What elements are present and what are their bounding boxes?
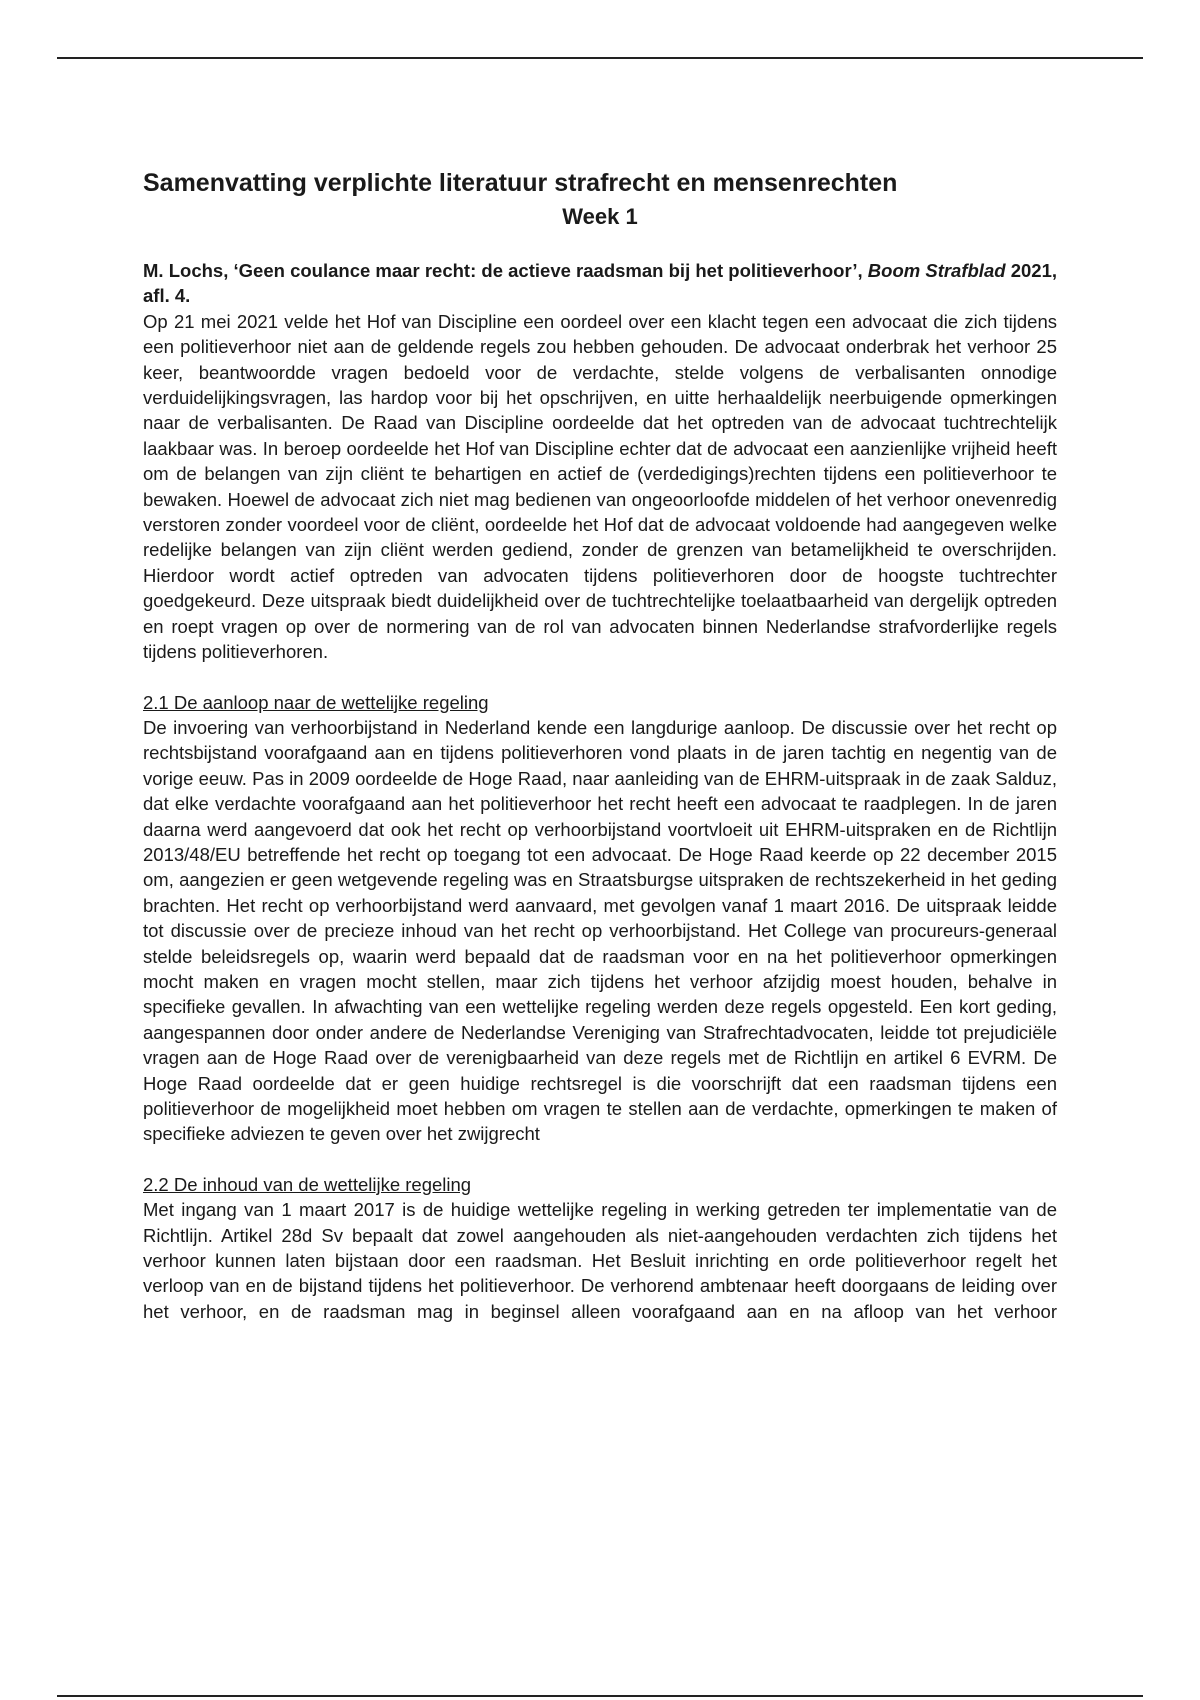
section-text-2-1: De invoering van verhoorbijstand in Nederland kende een langdurige aanloop. De discussie over het recht op rechtsbijstand voorafgaand aan en tijdens politieverhoren vond plaats in de jaren tachtig en negentig van de vorige eeuw. Pas in 2009 oordeelde de Hoge Raad, naar aanleiding van de EHRM-uitspraak in de zaak Salduz, dat elke verdachte voorafgaand aan het politieverhoor het recht heeft een advocaat te raadplegen. In de jaren daarna werd aangevoerd dat ook het recht op verhoorbijstand voortvloeit uit EHRM-uitspraken en de Richtlijn 2013/48/EU betreffende het recht op toegang tot een advocaat. De Hoge Raad keerde op 22 december 2015 om, aangezien er geen wetgevende regeling was en Straatsburgse uitspraken de rechtszekerheid in het geding brachten. Het recht op verhoorbijstand werd aanvaard, met gevolgen vanaf 1 maart 2016. De uitspraak leidde tot discussie over de precieze inhoud van het recht op verhoorbijstand. Het College van procureurs-generaal stelde beleidsregels op, waarin werd bepaald dat de raadsman voor en na het politieverhoor opmerkingen mocht maken en vragen mocht stellen, maar zich tijdens het verhoor afzijdig moest houden, behalve in specifieke gevallen. In afwachting van een wettelijke regeling werden deze regels opgesteld. Een kort geding, aangespannen door onder andere de Nederlandse Vereniging van Strafrechtadvocaten, leidde tot prejudiciële vragen aan de Hoge Raad over de verenigbaarheid van deze regels met de Richtlijn en artikel 6 EVRM. De Hoge Raad oordeelde dat er geen huidige rechtsregel is die voorschrijft dat een raadsman tijdens een politieverhoor de mogelijkheid moet hebben om vragen te stellen aan de verdachte, opmerkingen te maken of specifieke adviezen te geven over het zwijgrecht [143, 716, 1057, 1145]
citation-journal: Boom Strafblad [867, 260, 1006, 281]
footer-rule [57, 1695, 1143, 1697]
document-subtitle: Week 1 [562, 204, 638, 229]
section-heading-2-2: 2.2 De inhoud van de wettelijke regeling [143, 1173, 472, 1195]
section-heading-2-1: 2.1 De aanloop naar de wettelijke regeling [143, 691, 489, 713]
citation [143, 258, 1057, 309]
document-body [143, 168, 1057, 1324]
citation-issue: 2021, afl. 4. [143, 260, 1058, 307]
header-rule [57, 57, 1143, 59]
section-text-2-2: Met ingang van 1 maart 2017 is de huidige wettelijke regeling in werking getreden ter implementatie van de Richtlijn. Artikel 28d Sv bepaalt dat zowel aangehouden als niet-aangehouden verdachten zich tijdens het verhoor kunnen laten bijstaan door een raadsman. Het Besluit inrichting en orde politieverhoor regelt het verloop van en de bijstand tijdens het politieverhoor. De verhorend ambtenaar heeft doorgaans de leiding over het verhoor, en de raadsman mag in beginsel alleen voorafgaand aan en na afloop van het verhoor [143, 1199, 1057, 1322]
document-title: Samenvatting verplichte literatuur strafrecht en mensenrechten [143, 169, 898, 197]
intro-paragraph: Op 21 mei 2021 velde het Hof van Discipline een oordeel over een klacht tegen een advocaat die zich tijdens een politieverhoor niet aan de geldende regels zou hebben gehouden. De advocaat onderbrak het verhoor 25 keer, beantwoordde vragen bedoeld voor de verdachte, stelde volgens de verbalisanten onnodige verduidelijkingsvragen, las hardop voor bij het opschrijven, en uitte herhaaldelijk neerbuigende opmerkingen naar de verbalisanten. De Raad van Discipline oordeelde dat het optreden van de advocaat tuchtrechtelijk laakbaar was. In beroep oordeelde het Hof van Discipline echter dat de advocaat een aanzienlijke vrijheid heeft om de belangen van zijn cliënt te behartigen en actief de (verdedigings)rechten tijdens een politieverhoor te bewaken. Hoewel de advocaat zich niet mag bedienen van ongeoorloofde middelen of het verhoor onevenredig verstoren zonder voordeel voor de cliënt, oordeelde het Hof dat de advocaat voldoende had aangegeven welke redelijke belangen van zijn cliënt werden gediend, zonder de grenzen van betamelijkheid te overschrijden. Hierdoor wordt actief optreden van advocaten tijdens politieverhoren door de hoogste tuchtrechter goedgekeurd. Deze uitspraak biedt duidelijkheid over de tuchtrechtelijke toelaatbaarheid van dergelijk optreden en roept vragen op over de normering van de rol van advocaten binnen Nederlandse strafvorderlijke regels tijdens politieverhoren. [143, 310, 1057, 663]
citation-author-title: M. Lochs, ‘Geen coulance maar recht: de actieve raadsman bij het politieverhoor’, [143, 260, 863, 281]
